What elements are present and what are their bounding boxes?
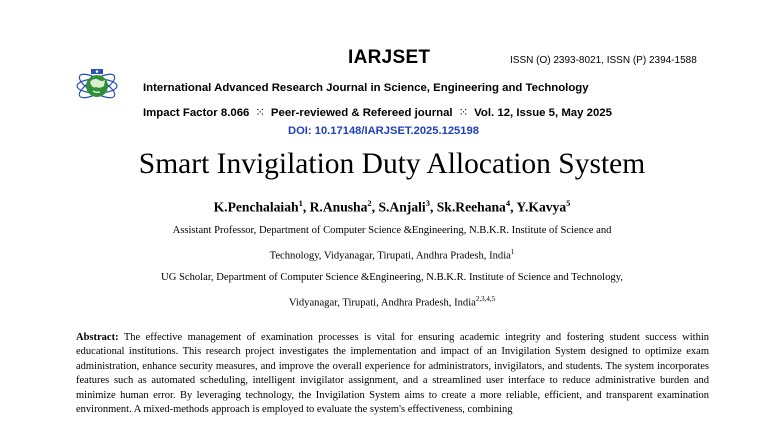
author-sup: 5 <box>566 198 571 208</box>
author-name: R.Anusha <box>309 199 368 215</box>
author-name: K.Penchalaiah <box>213 199 299 215</box>
issn-numbers: ISSN (O) 2393-8021, ISSN (P) 2394-1588 <box>510 55 697 66</box>
journal-globe-logo-icon <box>74 64 120 108</box>
paper-title: Smart Invigilation Duty Allocation System <box>138 148 646 180</box>
journal-meta-line <box>143 105 612 119</box>
author-sup: 1 <box>298 198 303 208</box>
affiliation-1-line-2: Technology, Vidyanagar, Tirupati, Andhra Pradesh, India$^1$ <box>269 248 515 262</box>
abstract-label: Abstract: <box>76 332 119 343</box>
journal-short-name: IARJSET <box>348 47 431 68</box>
affiliation-2-line-1: UG Scholar, Department of Computer Science &Engineering, N.B.K.R. Institute of Science and Technology, <box>161 272 623 283</box>
author-sup: 3 <box>425 198 430 208</box>
review-status: Peer-reviewed & Refereed journal <box>270 107 453 119</box>
meta-separator: ⁙ <box>458 107 469 119</box>
doi-link[interactable]: DOI: 10.17148/IARJSET.2025.125198 <box>288 125 479 137</box>
impact-factor: Impact Factor 8.066 <box>143 107 250 119</box>
author-name: Y.Kavya <box>516 199 567 215</box>
affiliation-sup: 2,3,4,5 <box>475 295 496 303</box>
affiliation-1-line-1: Assistant Professor, Department of Computer Science &Engineering, N.B.K.R. Institute of Science and <box>172 225 612 236</box>
affiliation-sup: 1 <box>510 248 515 256</box>
author-sup: 2 <box>367 198 372 208</box>
journal-full-name: International Advanced Research Journal in Science, Engineering and Technology <box>143 82 589 94</box>
abstract <box>76 331 709 417</box>
author-name: S.Anjali <box>378 199 426 215</box>
volume-issue: Vol. 12, Issue 5, May 2025 <box>474 107 612 119</box>
affiliation-2-line-2: Vidyanagar, Tirupati, Andhra Pradesh, India$^{2,3,4,5}$ <box>288 295 496 309</box>
abstract-text: The effective management of examination processes is vital for ensuring academic integrity and fostering student success within educational institutions. This research project investigates the implementation and impact of an Invigilation System designed to optimize exam administration, enhance security measures, and improve the overall experience for administrators, invigilators, and students. The system incorporates features such as automated scheduling, intelligent invigilator assignment, and a streamlined user interface to reduce administrative burden and minimize human error. By leveraging technology, the Invigilation System aims to create a more reliable, efficient, and transparent examination environment. A mixed-methods approach is employed to evaluate the system's effectiveness, combining <box>76 332 709 416</box>
author-name: Sk.Reehana <box>436 199 506 215</box>
author-sup: 4 <box>505 198 511 208</box>
meta-separator: ⁙ <box>255 107 265 119</box>
author-list: K.Penchalaiah$^1$, R.Anusha$^2$, S.Anjali$^3$, Sk.Reehana$^4$, Y.Kavya$^5$ <box>213 198 571 215</box>
